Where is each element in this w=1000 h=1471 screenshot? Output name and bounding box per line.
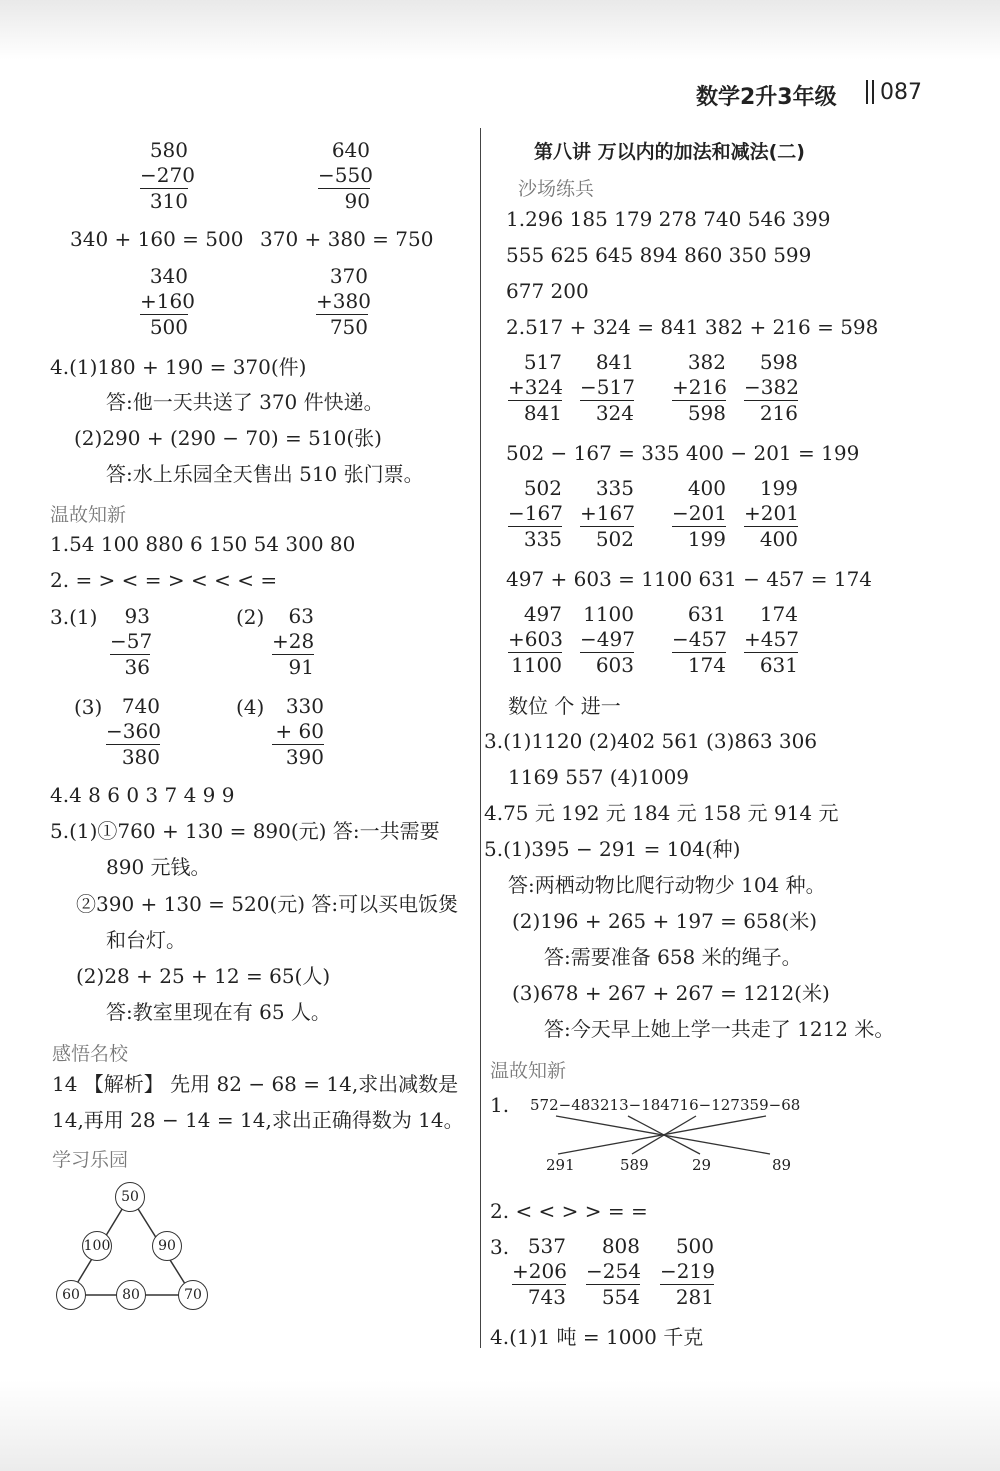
calc-result: 310	[149, 189, 188, 213]
column-divider	[480, 128, 481, 1348]
vertical-calc	[272, 694, 324, 770]
calc-result: 750	[329, 315, 368, 339]
answer-line: 555 625 645 894 860 350 599	[506, 243, 812, 267]
answer-line: 1169 557 (4)1009	[508, 765, 690, 789]
vertical-calc: 598 −382 216	[744, 350, 799, 425]
calc-mid: −57	[110, 629, 153, 653]
answer-line: 677 200	[506, 279, 589, 303]
answer-line: 4.75 元 192 元 184 元 158 元 914 元	[484, 801, 839, 825]
calc-top: 370	[329, 264, 368, 288]
answer-line: 2. < < > > = =	[490, 1199, 648, 1223]
match-bottom-item: 29	[692, 1156, 712, 1174]
vertical-calc: 497 +603 1100	[508, 602, 563, 677]
triangle-node-bottom-mid: 80	[116, 1280, 146, 1310]
vertical-calc: 841 −517 324	[580, 350, 635, 425]
match-top-item: 716−127	[670, 1096, 740, 1114]
calc-top: 340	[149, 264, 188, 288]
label: 1.	[490, 1093, 510, 1117]
calc-mid: +28	[272, 629, 315, 653]
answer-line: 4.4 8 6 0 3 7 4 9 9	[50, 783, 235, 807]
answer-line: 答:他一天共送了 370 件快递。	[106, 390, 384, 414]
calc-mid: −270	[140, 163, 195, 187]
section-heading: 温故知新	[50, 504, 127, 526]
match-bottom-item: 589	[620, 1156, 649, 1174]
match-bottom-item: 89	[772, 1156, 792, 1174]
answer-line: 2.517 + 324 = 841 382 + 216 = 598	[506, 315, 879, 339]
calc-result: 380	[121, 745, 160, 769]
vertical-calc: 199 +201 400	[744, 476, 799, 551]
calc-top: 93	[124, 604, 150, 628]
triangle-node-mid-left: 100	[82, 1231, 112, 1261]
vertical-calc: 808 −254 554	[586, 1234, 641, 1309]
answer-line: 14 【解析】 先用 82 − 68 = 14,求出减数是	[52, 1072, 459, 1096]
triangle-node-top: 50	[115, 1182, 145, 1212]
vertical-calc	[110, 604, 153, 680]
answer-line: 答:今天早上她上学一共走了 1212 米。	[544, 1017, 895, 1041]
answer-line: (2)28 + 25 + 12 = 65(人)	[76, 964, 331, 988]
answer-line: 502 − 167 = 335 400 − 201 = 199	[506, 441, 860, 465]
calc-result: 36	[124, 655, 150, 679]
triangle-node-bottom-right: 70	[178, 1280, 208, 1310]
vertical-calc: 382 +216 598	[672, 350, 727, 425]
match-top-item: 359−68	[740, 1096, 801, 1114]
answer-line: 数位 个 进一	[508, 694, 621, 718]
section-heading: 沙场练兵	[518, 178, 595, 200]
vertical-calc	[272, 604, 314, 680]
answer-line: 5.(1)395 − 291 = 104(种)	[484, 837, 741, 861]
page-header-title: 数学2升3年级	[696, 85, 837, 110]
vertical-calc: 537 +206 743	[512, 1234, 567, 1309]
vertical-calc: 335 +167 502	[580, 476, 635, 551]
section-heading: 感悟名校	[52, 1043, 129, 1065]
footer-band	[0, 1380, 1000, 1471]
answer-line: 和台灯。	[106, 928, 186, 952]
answer-line: 497 + 603 = 1100 631 − 457 = 174	[506, 567, 873, 591]
answer-line: 1.54 100 880 6 150 54 300 80	[50, 532, 356, 556]
answer-line: 答:教室里现在有 65 人。	[106, 1000, 331, 1024]
answer-line: 2. = > < = > < < < =	[50, 568, 278, 592]
answer-line: (2)196 + 265 + 197 = 658(米)	[512, 909, 818, 933]
vertical-calc: 517 +324 841	[508, 350, 563, 425]
answer-line: 答:需要准备 658 米的绳子。	[544, 945, 802, 969]
calc-top: 640	[331, 138, 370, 162]
answer-line: 5.(1)①760 + 130 = 890(元) 答:一共需要	[50, 819, 440, 843]
calc-result: 390	[285, 745, 324, 769]
vertical-calc	[140, 138, 195, 214]
match-top-item: 572−483	[530, 1096, 600, 1114]
vertical-calc: 502 −167 335	[508, 476, 563, 551]
label: 3.(1)	[50, 605, 98, 629]
calc-mid: −360	[106, 719, 161, 743]
answer-line: 答:水上乐园全天售出 510 张门票。	[106, 462, 424, 486]
answer-line: 14,再用 28 − 14 = 14,求出正确得数为 14。	[52, 1108, 464, 1132]
answer-line: (3)678 + 267 + 267 = 1212(米)	[512, 981, 830, 1005]
vertical-calc	[318, 138, 373, 214]
header-separator	[866, 80, 874, 104]
vertical-calc: 631 −457 174	[672, 602, 727, 677]
answer-line: 4.(1)1 吨 = 1000 千克	[490, 1325, 704, 1349]
calc-mid: +380	[316, 289, 371, 313]
section-heading: 学习乐园	[52, 1149, 129, 1171]
equation: 340 + 160 = 500	[70, 227, 244, 251]
label: 3.	[490, 1235, 510, 1259]
vertical-calc: 400 −201 199	[672, 476, 727, 551]
answer-line: 890 元钱。	[106, 855, 211, 879]
calc-mid: + 60	[272, 719, 324, 745]
calc-result: 91	[288, 655, 314, 679]
calc-top: 330	[285, 694, 324, 718]
answer-line: 答:两栖动物比爬行动物少 104 种。	[508, 873, 826, 897]
vertical-calc: 500 −219 281	[660, 1234, 715, 1309]
label: (4)	[236, 695, 265, 719]
calc-top: 740	[121, 694, 160, 718]
page-number: 087	[880, 80, 922, 105]
calc-result: 90	[344, 189, 370, 213]
triangle-node-mid-right: 90	[152, 1231, 182, 1261]
matching-lines	[520, 1114, 820, 1158]
answer-line: ②390 + 130 = 520(元) 答:可以买电饭煲	[76, 892, 459, 916]
vertical-calc	[316, 264, 371, 340]
calc-result: 500	[149, 315, 188, 339]
answer-line: (2)290 + (290 − 70) = 510(张)	[74, 426, 382, 450]
calc-top: 580	[149, 138, 188, 162]
label: (2)	[236, 605, 265, 629]
vertical-calc: 1100 −497 603	[580, 602, 635, 677]
header-band	[0, 0, 1000, 60]
match-top-item: 213−184	[600, 1096, 670, 1114]
vertical-calc	[140, 264, 195, 340]
match-bottom-item: 291	[546, 1156, 575, 1174]
calc-mid: −550	[318, 163, 373, 187]
section-heading: 温故知新	[490, 1060, 567, 1082]
answer-line: 4.(1)180 + 190 = 370(件)	[50, 355, 307, 379]
calc-top: 63	[288, 604, 314, 628]
answer-line: 3.(1)1120 (2)402 561 (3)863 306	[484, 729, 818, 753]
label: (3)	[74, 695, 103, 719]
answer-line: 1.296 185 179 278 740 546 399	[506, 207, 831, 231]
triangle-node-bottom-left: 60	[56, 1280, 86, 1310]
calc-mid: +160	[140, 289, 195, 313]
vertical-calc	[106, 694, 160, 770]
equation: 370 + 380 = 750	[260, 227, 434, 251]
lesson-title: 第八讲 万以内的加法和减法(二)	[534, 141, 805, 163]
vertical-calc: 174 +457 631	[744, 602, 799, 677]
